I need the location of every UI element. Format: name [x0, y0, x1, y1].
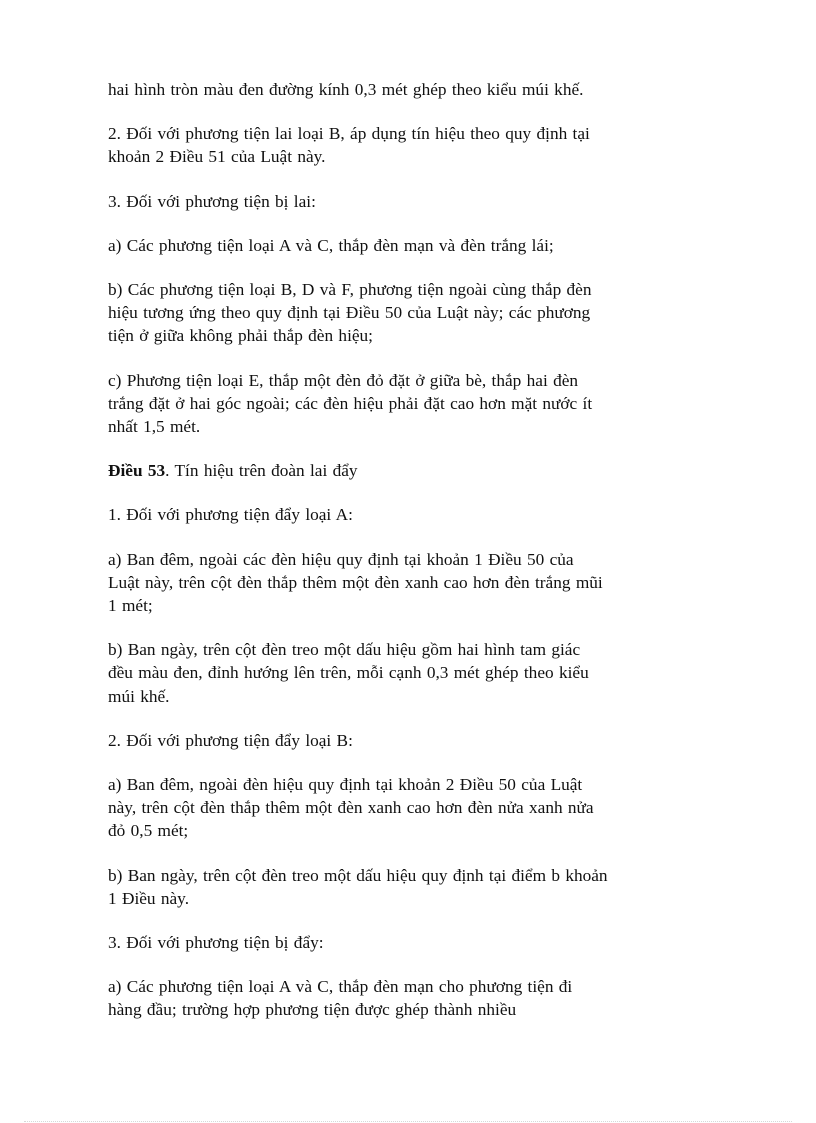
article-number: Điều 53 — [108, 461, 166, 481]
paragraph-clause-3-pushed: 3. Đối với phương tiện bị đẩy: — [108, 933, 324, 953]
document-body — [108, 78, 608, 1043]
paragraph-clause-1-pushing-a: 1. Đối với phương tiện đẩy loại A: — [108, 505, 353, 525]
paragraph-clause-2-pushing-b: 2. Đối với phương tiện đẩy loại B: — [108, 730, 353, 750]
paragraph-item-c-towed: c) Phương tiện loại E, thắp một đèn đỏ đặt ở giữa bè, thắp hai đèn trắng đặt ở hai góc ngoài; các đèn hiệu phải đặt cao hơn mặt nước ít nhất 1,5 mét. — [108, 370, 593, 437]
paragraph-item-a-towed: a) Các phương tiện loại A và C, thắp đèn mạn và đèn trắng lái; — [108, 235, 554, 255]
page-bottom-divider — [24, 1121, 792, 1122]
paragraph-continuation: hai hình tròn màu đen đường kính 0,3 mét ghép theo kiểu múi khế. — [108, 80, 584, 99]
paragraph-item-b-towed: b) Các phương tiện loại B, D và F, phương tiện ngoài cùng thắp đèn hiệu tương ứng theo quy định tại Điều 50 của Luật này; các phương tiện ở giữa không phải thắp đèn hiệu; — [108, 280, 592, 346]
article-heading — [108, 459, 608, 482]
article-title: . Tín hiệu trên đoàn lai đẩy — [165, 461, 358, 481]
paragraph-clause-3-towed: 3. Đối với phương tiện bị lai: — [108, 191, 316, 211]
paragraph-item-a-pushed: a) Các phương tiện loại A và C, thắp đèn mạn cho phương tiện đi hàng đầu; trường hợp phương tiện được ghép thành nhiều — [108, 977, 573, 1020]
paragraph-item-b-day-b: b) Ban ngày, trên cột đèn treo một dấu hiệu quy định tại điểm b khoản 1 Điều này. — [108, 865, 608, 908]
paragraph-item-b-day: b) Ban ngày, trên cột đèn treo một dấu hiệu gồm hai hình tam giác đều màu đen, đỉnh hướng lên trên, mỗi cạnh 0,3 mét ghép theo kiểu múi khế. — [108, 640, 589, 706]
paragraph-clause-2-towing-b: 2. Đối với phương tiện lai loại B, áp dụng tín hiệu theo quy định tại khoản 2 Điều 51 của Luật này. — [108, 124, 590, 167]
paragraph-item-a-night-b: a) Ban đêm, ngoài đèn hiệu quy định tại khoản 2 Điều 50 của Luật này, trên cột đèn thắp thêm một đèn xanh cao hơn đèn nửa xanh nửa đỏ 0,5 mét; — [108, 775, 594, 841]
paragraph-item-a-night: a) Ban đêm, ngoài các đèn hiệu quy định tại khoản 1 Điều 50 của Luật này, trên cột đèn thắp thêm một đèn xanh cao hơn đèn trắng mũi 1 mét; — [108, 549, 603, 616]
